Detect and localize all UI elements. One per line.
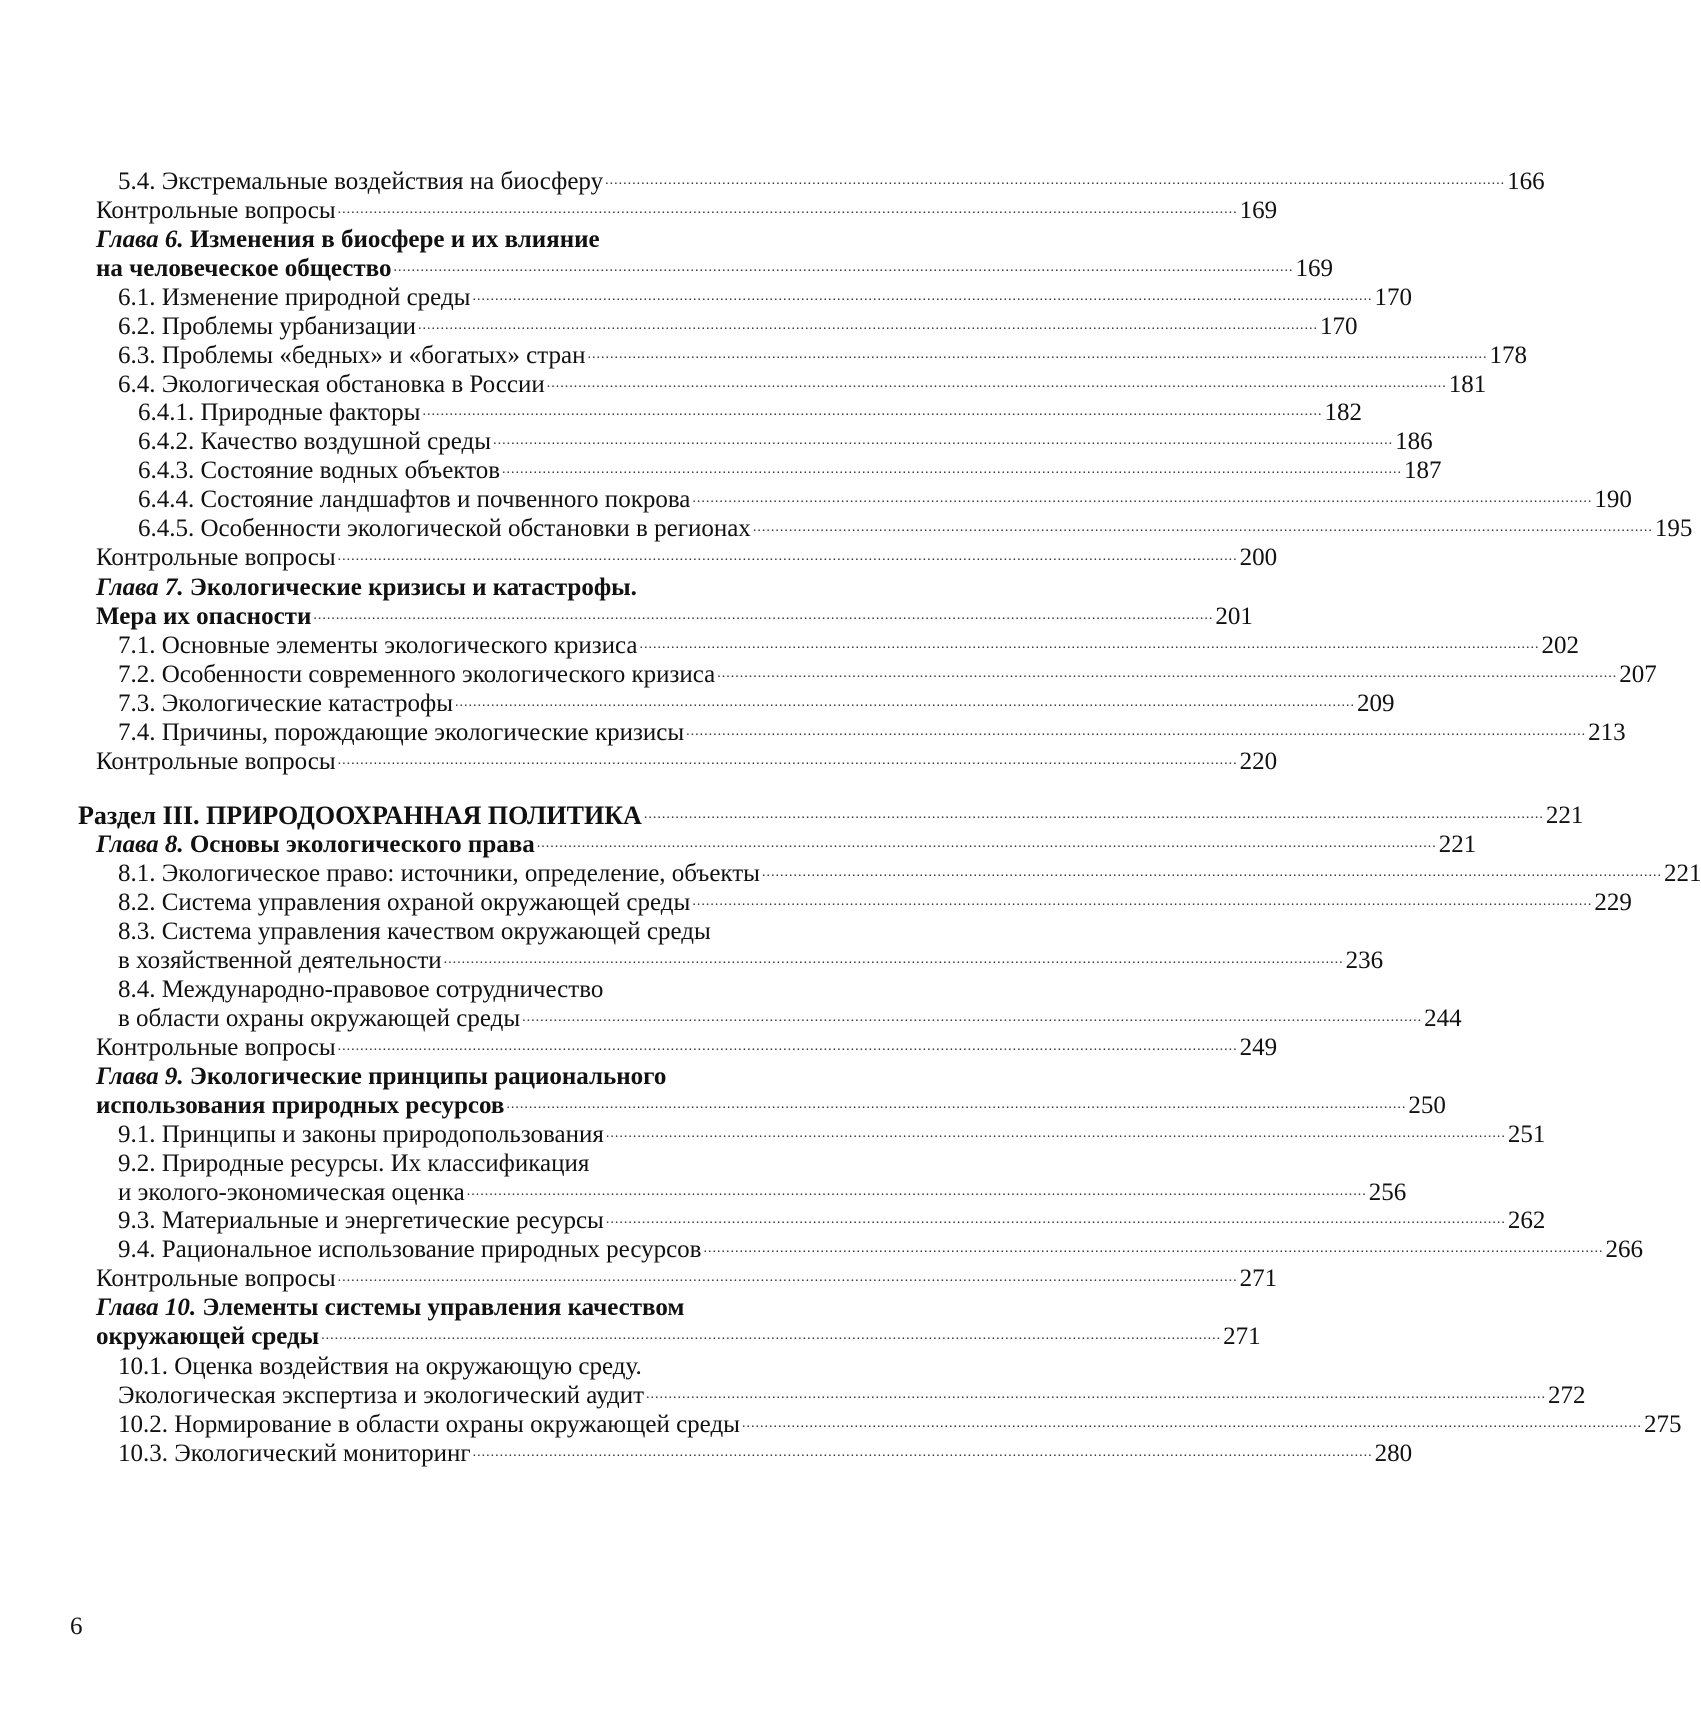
toc-item (96, 747, 1278, 777)
leader-dots: ........................................................................................................................................................................................................ (587, 347, 1488, 362)
toc-page-number: 202 (1541, 632, 1580, 659)
toc-item (138, 485, 1632, 515)
leader-dots: ........................................................................................................................................................................................................ (502, 462, 1403, 477)
toc-entry-title: 10.1. Оценка воздействия на окружающую среду. (118, 1353, 642, 1380)
toc-chapter-cont (96, 602, 1253, 632)
toc-page-number: 169 (1295, 255, 1333, 282)
toc-chapter-head (96, 1293, 966, 1323)
toc-item (138, 427, 1433, 457)
toc-page-number: 166 (1507, 168, 1545, 195)
leader-dots: ........................................................................................................................................................................................................ (506, 1097, 1407, 1112)
toc-page-number: 201 (1215, 603, 1253, 630)
leader-dots: ........................................................................................................................................................................................................ (337, 753, 1238, 768)
toc-item (118, 341, 1527, 371)
toc-entry-title: Раздел III. ПРИРОДООХРАННАЯ ПОЛИТИКА (78, 801, 642, 830)
toc-item (118, 1410, 1682, 1440)
leader-dots: ........................................................................................................................................................................................................ (313, 608, 1214, 623)
toc-entry-title: на человеческое общество (96, 255, 392, 282)
toc-item-head (118, 1149, 966, 1179)
leader-dots: ........................................................................................................................................................................................................ (393, 260, 1294, 275)
toc-entry-title: 8.4. Международно-правовое сотрудничество (118, 976, 604, 1003)
chapter-title: Экологические кризисы и катастрофы. (183, 574, 637, 601)
chapter-label: Глава 9. (96, 1063, 184, 1090)
toc-page-number: 190 (1594, 486, 1632, 513)
toc-item (118, 631, 1580, 661)
leader-dots: ........................................................................................................................................................................................................ (337, 1270, 1238, 1285)
toc-entry-title: Мера их опасности (96, 603, 312, 630)
toc-item (118, 888, 1632, 918)
toc-entry-title: в области охраны окружающей среды (118, 1005, 521, 1032)
chapter-title: Основы экологического права (183, 831, 535, 858)
toc-entry-title: 6.4.1. Природные факторы (138, 399, 421, 426)
toc-item (118, 167, 1545, 197)
toc-entry-title: использования природных ресурсов (96, 1092, 505, 1119)
toc-page-number: 187 (1404, 457, 1442, 484)
leader-dots: ........................................................................................................................................................................................................ (337, 549, 1238, 564)
toc-page-number: 170 (1374, 284, 1412, 311)
toc-page-number: 207 (1619, 661, 1657, 688)
toc-page-number: 244 (1424, 1005, 1462, 1032)
toc-entry-title: 8.2. Система управления охраной окружающей среды (118, 889, 691, 916)
toc-item (118, 1120, 1546, 1150)
toc-entry-title: 6.3. Проблемы «бедных» и «богатых» стран (118, 342, 586, 369)
toc-page-number: 221 (1545, 802, 1584, 829)
toc-item-head (118, 1352, 966, 1382)
toc-item (118, 283, 1412, 313)
toc-entry-title: 8.3. Система управления качеством окружающей среды (118, 918, 711, 945)
leader-dots: ........................................................................................................................................................................................................ (741, 1416, 1642, 1431)
toc-page-number: 221 (1438, 831, 1477, 858)
leader-dots: ........................................................................................................................................................................................................ (472, 289, 1373, 304)
toc-page-number: 271 (1223, 1323, 1261, 1350)
toc-page-number: 169 (1239, 197, 1278, 224)
toc-entry-title: 10.2. Нормирование в области охраны окружающей среды (118, 1411, 740, 1438)
toc-entry-title: 7.3. Экологические катастрофы (118, 690, 454, 717)
toc-chapter-head (96, 1062, 966, 1092)
toc-item (96, 1033, 1278, 1063)
chapter-title: Экологические принципы рационального (183, 1063, 667, 1090)
toc-page-number: 181 (1448, 371, 1487, 398)
leader-dots: ........................................................................................................................................................................................................ (443, 952, 1344, 967)
toc-item (118, 1004, 1462, 1034)
leader-dots: ........................................................................................................................................................................................................ (717, 666, 1618, 681)
toc-page-number: 275 (1643, 1411, 1682, 1438)
toc-item (118, 1381, 1586, 1411)
toc-page-number: 266 (1605, 1236, 1643, 1263)
leader-dots: ........................................................................................................................................................................................................ (466, 1184, 1367, 1199)
chapter-label: Глава 7. (96, 574, 184, 601)
toc-entry-title: 9.4. Рациональное использование природных ресурсов (118, 1236, 702, 1263)
toc-chapter-head (96, 225, 966, 255)
leader-dots: ........................................................................................................................................................................................................ (321, 1328, 1222, 1343)
toc-page-number: 195 (1654, 515, 1693, 542)
leader-dots: ........................................................................................................................................................................................................ (536, 836, 1437, 851)
toc-page-number: 271 (1239, 1265, 1278, 1292)
chapter-label: Глава 6. (96, 226, 184, 253)
toc-entry-title: Экологическая экспертиза и экологический аудит (118, 1382, 645, 1409)
leader-dots: ........................................................................................................................................................................................................ (692, 894, 1593, 909)
leader-dots: ........................................................................................................................................................................................................ (686, 724, 1587, 739)
toc-entry-title: и эколого-экономическая оценка (118, 1179, 465, 1206)
toc-entry-title: 6.4.3. Состояние водных объектов (138, 457, 501, 484)
toc-entry-title: 6.2. Проблемы урбанизации (118, 313, 417, 340)
leader-dots: ........................................................................................................................................................................................................ (639, 637, 1540, 652)
toc-entry-title: 10.3. Экологический мониторинг (118, 1440, 471, 1467)
toc-item (118, 312, 1358, 342)
toc-item (96, 196, 1278, 226)
toc-entry-title (96, 830, 535, 860)
toc-entry-title: 7.2. Особенности современного экологического кризиса (118, 661, 716, 688)
toc-item (118, 859, 1701, 889)
toc-entry-title: Контрольные вопросы (96, 197, 336, 224)
toc-entry-title: Контрольные вопросы (96, 544, 336, 571)
toc-entry-title: Контрольные вопросы (96, 1034, 336, 1061)
toc-item (118, 1178, 1407, 1208)
toc-item (118, 1206, 1546, 1236)
chapter-label: Глава 8. (96, 831, 184, 858)
toc-chapter-cont (96, 1091, 1446, 1121)
toc-chapter-single (96, 830, 1477, 860)
leader-dots: ........................................................................................................................................................................................................ (472, 1445, 1373, 1460)
toc-entry-title: 6.4.2. Качество воздушной среды (138, 428, 492, 455)
toc-page-number: 170 (1320, 313, 1358, 340)
toc-chapter-cont (96, 1322, 1261, 1352)
leader-dots: ........................................................................................................................................................................................................ (761, 865, 1662, 880)
toc-entry-title (96, 1062, 666, 1092)
leader-dots: ........................................................................................................................................................................................................ (337, 202, 1238, 217)
toc-page-number: 182 (1324, 399, 1362, 426)
toc-page-number: 256 (1368, 1179, 1407, 1206)
leader-dots: ........................................................................................................................................................................................................ (692, 491, 1593, 506)
toc-page-number: 249 (1239, 1034, 1278, 1061)
toc-item (118, 689, 1395, 719)
toc-page-number: 178 (1489, 342, 1527, 369)
leader-dots: ........................................................................................................................................................................................................ (643, 807, 1544, 822)
toc-item (118, 1235, 1643, 1265)
page-number: 6 (70, 1613, 83, 1640)
toc-item (118, 1439, 1413, 1469)
toc-item (118, 718, 1626, 748)
toc-page-number: 262 (1507, 1207, 1546, 1234)
toc-page-number: 209 (1357, 690, 1395, 717)
toc-page-number: 280 (1374, 1440, 1413, 1467)
leader-dots: ........................................................................................................................................................................................................ (703, 1241, 1604, 1256)
leader-dots: ........................................................................................................................................................................................................ (493, 433, 1394, 448)
toc-entry-title: Контрольные вопросы (96, 1265, 336, 1292)
toc-item (118, 946, 1384, 976)
leader-dots: ........................................................................................................................................................................................................ (546, 376, 1447, 391)
toc-entry-title: 9.3. Материальные и энергетические ресурсы (118, 1207, 604, 1234)
chapter-title: Изменения в биосфере и их влияние (183, 226, 600, 253)
leader-dots: ........................................................................................................................................................................................................ (605, 173, 1506, 188)
leader-dots: ........................................................................................................................................................................................................ (605, 1212, 1506, 1227)
toc-page-number: 236 (1345, 947, 1384, 974)
toc-page-number: 220 (1239, 748, 1278, 775)
toc-page-number: 221 (1663, 860, 1701, 887)
toc-page-number: 213 (1588, 719, 1626, 746)
toc-chapter-cont (96, 254, 1333, 284)
toc-item-head (118, 917, 966, 947)
leader-dots: ........................................................................................................................................................................................................ (422, 404, 1323, 419)
toc-item (118, 660, 1657, 690)
leader-dots: ........................................................................................................................................................................................................ (752, 520, 1653, 535)
toc-page-number: 186 (1395, 428, 1433, 455)
toc-item (118, 370, 1487, 400)
toc-entry-title: 7.1. Основные элементы экологического кризиса (118, 632, 638, 659)
toc-entry-title: в хозяйственной деятельности (118, 947, 442, 974)
chapter-label: Глава 10. (96, 1294, 197, 1321)
toc-entry-title: 5.4. Экстремальные воздействия на биосферу (118, 168, 604, 195)
toc-page-number: 250 (1408, 1092, 1446, 1119)
toc-entry-title: 6.4. Экологическая обстановка в России (118, 371, 545, 398)
chapter-title: Элементы системы управления качеством (196, 1294, 685, 1321)
toc-item (138, 456, 1442, 486)
leader-dots: ........................................................................................................................................................................................................ (455, 695, 1356, 710)
toc-entry-title: 8.1. Экологическое право: источники, определение, объекты (118, 860, 760, 887)
toc-section (78, 801, 1584, 831)
toc-page-number: 200 (1239, 544, 1278, 571)
leader-dots: ........................................................................................................................................................................................................ (605, 1126, 1506, 1141)
toc-page-number: 229 (1594, 889, 1632, 916)
toc-entry-title: 7.4. Причины, порождающие экологические кризисы (118, 719, 685, 746)
toc-entry-title: 9.2. Природные ресурсы. Их классификация (118, 1150, 590, 1177)
toc-item (96, 543, 1278, 573)
toc-entry-title: 9.1. Принципы и законы природопользования (118, 1121, 604, 1148)
toc-item (96, 1264, 1278, 1294)
toc-entry-title (96, 1293, 684, 1323)
toc-entry-title: Контрольные вопросы (96, 748, 336, 775)
leader-dots: ........................................................................................................................................................................................................ (337, 1039, 1238, 1054)
toc-entry-title (96, 573, 637, 603)
toc-page-number: 272 (1548, 1382, 1586, 1409)
toc-entry-title: 6.1. Изменение природной среды (118, 284, 471, 311)
toc-entry-title: окружающей среды (96, 1323, 320, 1350)
toc-item-head (118, 975, 966, 1005)
toc-item (138, 398, 1362, 428)
toc-page-number: 251 (1507, 1121, 1546, 1148)
toc-entry-title: 6.4.4. Состояние ландшафтов и почвенного покрова (138, 486, 691, 513)
toc-chapter-head (96, 573, 966, 603)
toc-entry-title (96, 225, 600, 255)
leader-dots: ........................................................................................................................................................................................................ (646, 1387, 1547, 1402)
toc-item (138, 514, 1693, 544)
toc-entry-title: 6.4.5. Особенности экологической обстановки в регионах (138, 515, 751, 542)
leader-dots: ........................................................................................................................................................................................................ (418, 318, 1319, 333)
leader-dots: ........................................................................................................................................................................................................ (522, 1010, 1423, 1025)
